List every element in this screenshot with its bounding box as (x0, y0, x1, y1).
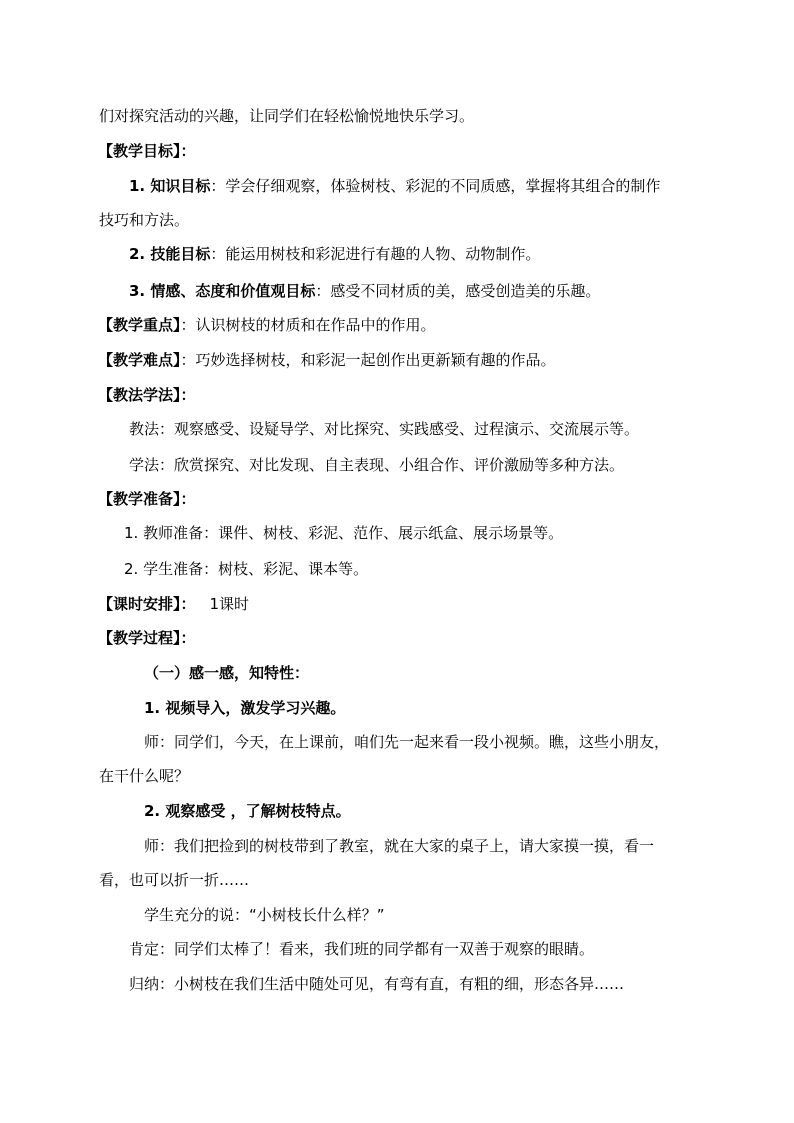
process-step-2-para-line-1: 师：我们把捡到的树枝带到了教室，就在大家的桌子上，请大家摸一摸，看一 (144, 837, 655, 855)
methods-teaching: 教法：观察感受、设疑导学、对比探究、实践感受、过程演示、交流展示等。 (129, 420, 640, 438)
key-point (98, 315, 436, 335)
objective-emotion-label: 3. 情感、态度和价值观目标 (129, 282, 316, 300)
objective-emotion (129, 281, 600, 301)
difficulty (98, 350, 556, 370)
schedule (98, 594, 249, 614)
process-affirmation: 肯定：同学们太棒了！看来，我们班的同学都有一双善于观察的眼睛。 (129, 940, 595, 958)
objective-skill (129, 244, 540, 264)
process-section-1: （一）感一感，知特性： (144, 664, 310, 682)
schedule-heading: 【课时安排】： (98, 595, 196, 613)
preparation-teacher: 1. 教师准备：课件、树枝、彩泥、范作、展示纸盒、展示场景等。 (124, 524, 564, 542)
process-step-2: 2. 观察感受 ，了解树枝特点。 (144, 802, 351, 820)
objective-knowledge-text: ：学会仔细观察，体验树枝、彩泥的不同质感，掌握将其组合的制作 (210, 177, 661, 195)
objective-knowledge-continued: 技巧和方法。 (99, 211, 190, 229)
process-step-1-para-line-1: 师：同学们，今天，在上课前，咱们先一起来看一段小视频。瞧，这些小朋友， (144, 733, 670, 751)
objective-skill-label: 2. 技能目标 (129, 245, 211, 263)
methods-heading: 【教法学法】： (98, 386, 196, 404)
key-point-heading: 【教学重点】 (98, 316, 181, 334)
methods-learning: 学法：欣赏探究、对比发现、自主表现、小组合作、评价激励等多种方法。 (129, 456, 625, 474)
schedule-text: 1课时 (209, 595, 250, 613)
objective-knowledge (129, 176, 660, 196)
key-point-text: ：认识树枝的材质和在作品中的作用。 (180, 316, 436, 334)
objective-emotion-text: ：感受不同材质的美，感受创造美的乐趣。 (315, 282, 601, 300)
difficulty-heading: 【教学难点】 (98, 351, 181, 369)
process-step-2-para-line-2: 看，也可以折一折…… (99, 871, 250, 889)
objective-skill-text: ：能运用树枝和彩泥进行有趣的人物、动物制作。 (210, 245, 541, 263)
preparation-student: 2. 学生准备：树枝、彩泥、课本等。 (124, 560, 369, 578)
process-heading: 【教学过程】： (98, 629, 196, 647)
difficulty-text: ：巧妙选择树枝，和彩泥一起创作出更新颖有趣的作品。 (180, 351, 556, 369)
objectives-heading: 【教学目标】： (98, 142, 196, 160)
objective-knowledge-label: 1. 知识目标 (129, 177, 211, 195)
intro-tail-text: 们对探究活动的兴趣，让同学们在轻松愉悦地快乐学习。 (99, 107, 475, 125)
process-student-answer: 学生充分的说：“小树枝长什么样？” (144, 906, 385, 924)
process-step-1-para-line-2: 在干什么呢？ (99, 767, 190, 785)
process-summary: 归纳：小树枝在我们生活中随处可见，有弯有直，有粗的细，形态各异…… (129, 975, 625, 993)
process-step-1: 1. 视频导入，激发学习兴趣。 (144, 699, 346, 717)
preparation-heading: 【教学准备】： (98, 490, 196, 508)
